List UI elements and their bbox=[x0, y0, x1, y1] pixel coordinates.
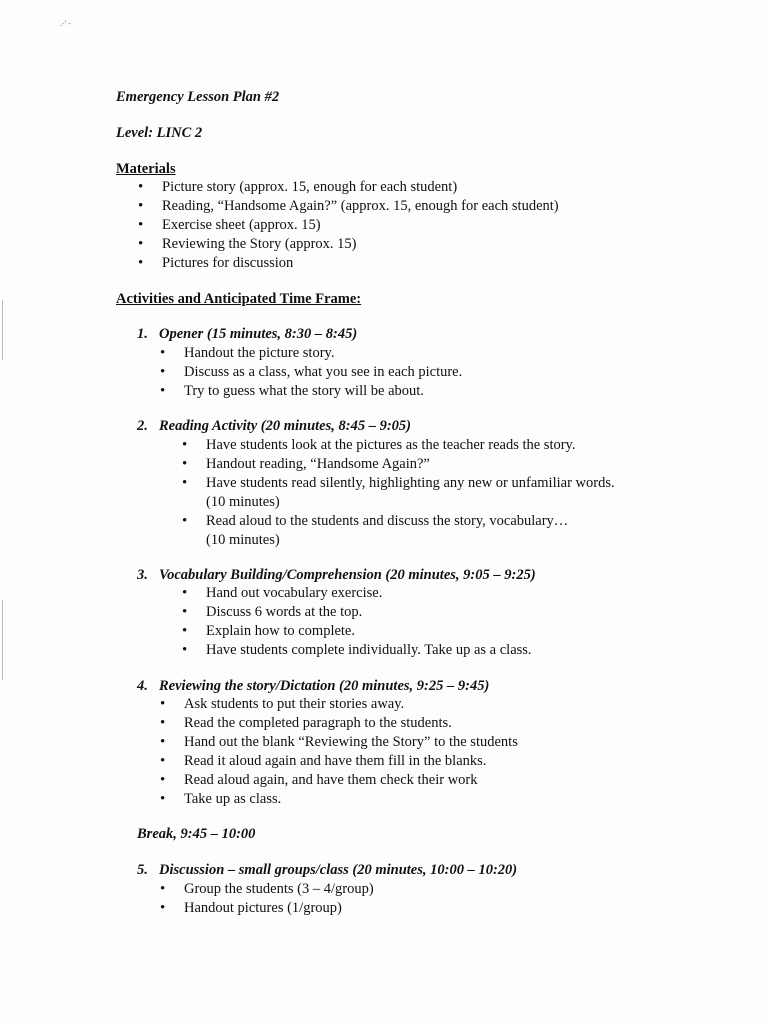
scan-edge-mark bbox=[2, 600, 3, 680]
activity-number: 2. bbox=[137, 418, 148, 434]
activity-number: 5. bbox=[137, 862, 148, 878]
list-item: • Hand out vocabulary exercise. bbox=[182, 584, 742, 603]
list-item: • Handout the picture story. bbox=[160, 344, 720, 363]
activity-bullets bbox=[182, 584, 742, 660]
materials-heading: Materials bbox=[116, 161, 176, 177]
materials-list bbox=[138, 178, 698, 273]
list-item: • Picture story (approx. 15, enough for each student) bbox=[138, 178, 698, 197]
activity-bullets bbox=[160, 695, 720, 809]
activity-number: 4. bbox=[137, 678, 148, 694]
activity-number: 3. bbox=[137, 567, 148, 583]
scan-speck: .-' - bbox=[60, 19, 71, 28]
list-item bbox=[182, 474, 742, 512]
list-item: • Exercise sheet (approx. 15) bbox=[138, 216, 698, 235]
list-item: • Discuss as a class, what you see in each picture. bbox=[160, 363, 720, 382]
list-item-text: • Have students read silently, highlighting any new or unfamiliar words. bbox=[206, 475, 615, 491]
activity-bullets bbox=[182, 436, 742, 550]
activity-number: 1. bbox=[137, 326, 148, 342]
activity-heading-text: Reviewing the story/Dictation (20 minutes, 9:25 – 9:45) bbox=[159, 678, 490, 694]
level-label: Level: LINC 2 bbox=[116, 125, 203, 141]
activity-title bbox=[137, 325, 357, 344]
list-item: • Reviewing the Story (approx. 15) bbox=[138, 235, 698, 254]
list-item: • Try to guess what the story will be about. bbox=[160, 382, 720, 401]
list-item: • Read it aloud again and have them fill in the blanks. bbox=[160, 752, 720, 771]
scan-edge-mark bbox=[2, 300, 3, 360]
list-item: • Take up as class. bbox=[160, 790, 720, 809]
list-item: • Explain how to complete. bbox=[182, 622, 742, 641]
list-item: • Ask students to put their stories away. bbox=[160, 695, 720, 714]
list-item: • Read aloud again, and have them check their work bbox=[160, 771, 720, 790]
list-item: • Have students look at the pictures as the teacher reads the story. bbox=[182, 436, 742, 455]
list-item: • Read the completed paragraph to the students. bbox=[160, 714, 720, 733]
list-item bbox=[182, 512, 742, 550]
activity-title bbox=[137, 677, 489, 696]
activity-bullets bbox=[160, 880, 720, 918]
activities-heading: Activities and Anticipated Time Frame: bbox=[116, 291, 362, 307]
list-item-continuation: (10 minutes) bbox=[206, 494, 280, 510]
activity-bullets bbox=[160, 344, 720, 401]
list-item: • Discuss 6 words at the top. bbox=[182, 603, 742, 622]
activity-heading-text: Vocabulary Building/Comprehension (20 minutes, 9:05 – 9:25) bbox=[159, 567, 536, 583]
list-item: • Pictures for discussion bbox=[138, 254, 698, 273]
activity-title bbox=[137, 417, 411, 436]
list-item-continuation: (10 minutes) bbox=[206, 532, 280, 548]
list-item-text: • Read aloud to the students and discuss the story, vocabulary… bbox=[206, 513, 569, 529]
list-item: • Hand out the blank “Reviewing the Story” to the students bbox=[160, 733, 720, 752]
list-item: • Handout reading, “Handsome Again?” bbox=[182, 455, 742, 474]
activity-title bbox=[137, 566, 536, 585]
list-item: • Group the students (3 – 4/group) bbox=[160, 880, 720, 899]
activity-heading-text: Reading Activity (20 minutes, 8:45 – 9:05) bbox=[159, 418, 411, 434]
break-time: Break, 9:45 – 10:00 bbox=[137, 826, 256, 842]
activity-heading-text: Discussion – small groups/class (20 minutes, 10:00 – 10:20) bbox=[159, 862, 518, 878]
list-item: • Have students complete individually. Take up as a class. bbox=[182, 641, 742, 660]
list-item: • Reading, “Handsome Again?” (approx. 15, enough for each student) bbox=[138, 197, 698, 216]
activity-title bbox=[137, 861, 517, 880]
document-title: Emergency Lesson Plan #2 bbox=[116, 89, 280, 105]
list-item: • Handout pictures (1/group) bbox=[160, 899, 720, 918]
activity-heading-text: Opener (15 minutes, 8:30 – 8:45) bbox=[159, 326, 358, 342]
